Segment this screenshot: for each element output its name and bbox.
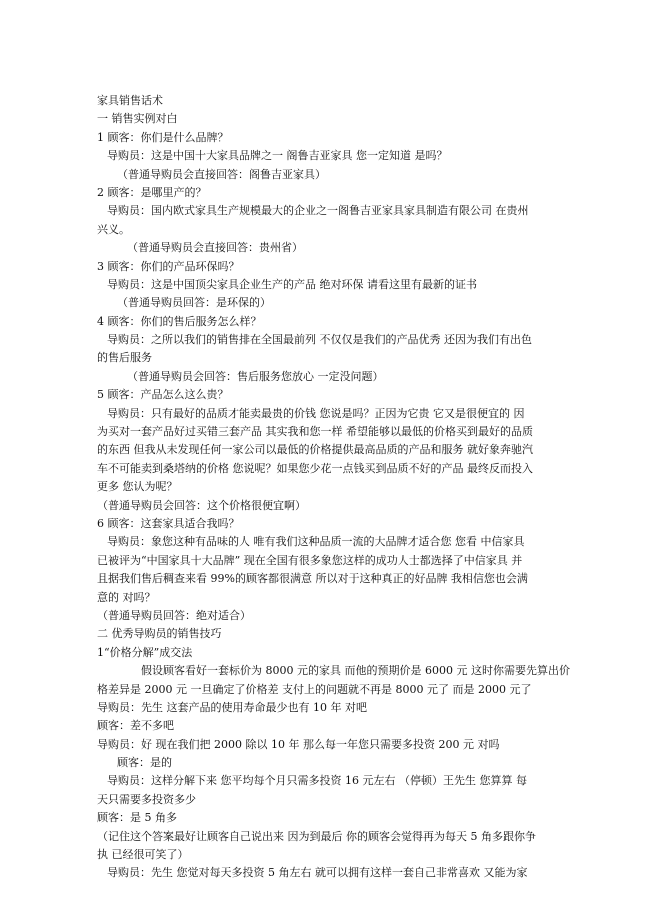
text-line: 且据我们售后稠查来看 99%的顾客都很满意 所以对于这种真正的好品牌 我相信您也会满 <box>97 572 528 586</box>
text-line: 顾客：差不多吧 <box>97 719 174 733</box>
text-line: 二 优秀导购员的销售技巧 <box>97 627 222 641</box>
text-line: 车不可能卖到桑塔纳的价格 您说呢？如果您少花一点钱买到品质不好的产品 最终反而投入 <box>97 461 533 475</box>
text-line: 一 销售实例对白 <box>97 112 178 126</box>
text-line: 导购员：这是中国十大家具品牌之一 阁鲁吉亚家具 您一定知道 是吗？ <box>107 149 448 163</box>
text-line: 导购员：先生 这套产品的使用寿命最少也有 10 年 对吧 <box>97 700 367 714</box>
text-line: 导购员：好 现在我们把 2000 除以 10 年 那么每一年您只需要多投资 200 元 对吗 <box>97 737 500 751</box>
text-line: 5 顾客：产品怎么这么贵？ <box>97 388 229 402</box>
text-line: （普通导购员会回答：这个价格很便宜啊） <box>97 498 306 512</box>
text-line: （普通导购员回答：是环保的） <box>117 296 271 310</box>
text-line: （记住这个答案最好让顾客自己说出来 因为到最后 你的顾客会觉得再为每天 5 角多跟你争 <box>97 829 536 843</box>
text-line: 兴义。 <box>97 222 130 236</box>
document-title: 家具销售话术 <box>97 94 163 107</box>
text-line: 6 顾客：这套家具适合我吗？ <box>97 516 240 530</box>
text-line: 导购员：这是中国顶尖家具企业生产的产品 绝对环保 请看这里有最新的证书 <box>107 277 477 291</box>
text-line: 4 顾客：你们的售后服务怎么样？ <box>97 314 262 328</box>
text-line: 导购员：国内欧式家具生产规模最大的企业之一阁鲁吉亚家具家具制造有限公司 在贵州 <box>107 204 529 218</box>
text-line: 的售后服务 <box>97 351 152 365</box>
text-line: 已被评为“中国家具十大品牌” 现在全国有很多象您这样的成功人士都选择了中信家具 并 <box>97 553 523 567</box>
text-line: （普通导购员会直接回答：贵州省） <box>127 241 303 255</box>
text-line: 1“价格分解”成交法 <box>97 645 193 659</box>
text-line: （普通导购员会回答：售后服务您放心 一定没问题） <box>127 369 384 383</box>
text-line: 导购员：先生 您觉对每天多投资 5 角左右 就可以拥有这样一套自己非常喜欢 又能为家 <box>107 866 528 880</box>
text-line: 更多 您认为呢？ <box>97 480 178 494</box>
text-line: 导购员：只有最好的品质才能卖最贵的价钱 您说是吗？正因为它贵 它又是很便宜的 因 <box>107 406 525 420</box>
text-line: 格差异是 2000 元 一旦确定了价格差 支付上的问题就不再是 8000 元了 而是 2000 元了 <box>97 682 532 696</box>
text-line: 1 顾客：你们是什么品牌？ <box>97 130 229 144</box>
text-line: 2 顾客：是哪里产的？ <box>97 185 207 199</box>
text-line: （普通导购员会直接回答：阁鲁吉亚家具） <box>117 167 326 181</box>
text-line: 天只需要多投资多少 <box>97 792 196 806</box>
text-line: 导购员：象您这种有品味的人 唯有我们这种品质一流的大品牌才适合您 您看 中信家具 <box>107 535 525 549</box>
text-line: 的东西 但我从未发现任何一家公司以最低的价格提供最高品质的产品和服务 就好象奔驰汽 <box>97 443 533 457</box>
text-line: （普通导购员回答：绝对适合） <box>97 608 251 622</box>
text-line: 3 顾客：你们的产品环保吗？ <box>97 259 240 273</box>
text-line: 假设顾客看好一套标价为 8000 元的家具 而他的预期价是 6000 元 这时你需要先算出价 <box>141 664 570 678</box>
text-line: 意的 对吗？ <box>97 590 156 604</box>
text-line: 导购员：这样分解下来 您平均每个月只需多投资 16 元左右 （停顿）王先生 您算算 每 <box>107 774 527 788</box>
text-line: 导购员：之所以我们的销售排在全国最前列 不仅仅是我们的产品优秀 还因为我们有出色 <box>107 333 532 347</box>
text-line: 执 已经很可笑了） <box>97 848 189 862</box>
text-line: 顾客：是的 <box>117 756 172 770</box>
text-line: 为买对一套产品好过买错三套产品 其实我和您一样 希望能够以最低的价格买到最好的品质 <box>97 425 533 439</box>
text-line: 顾客：是 5 角多 <box>97 811 177 825</box>
document-body <box>97 92 590 883</box>
